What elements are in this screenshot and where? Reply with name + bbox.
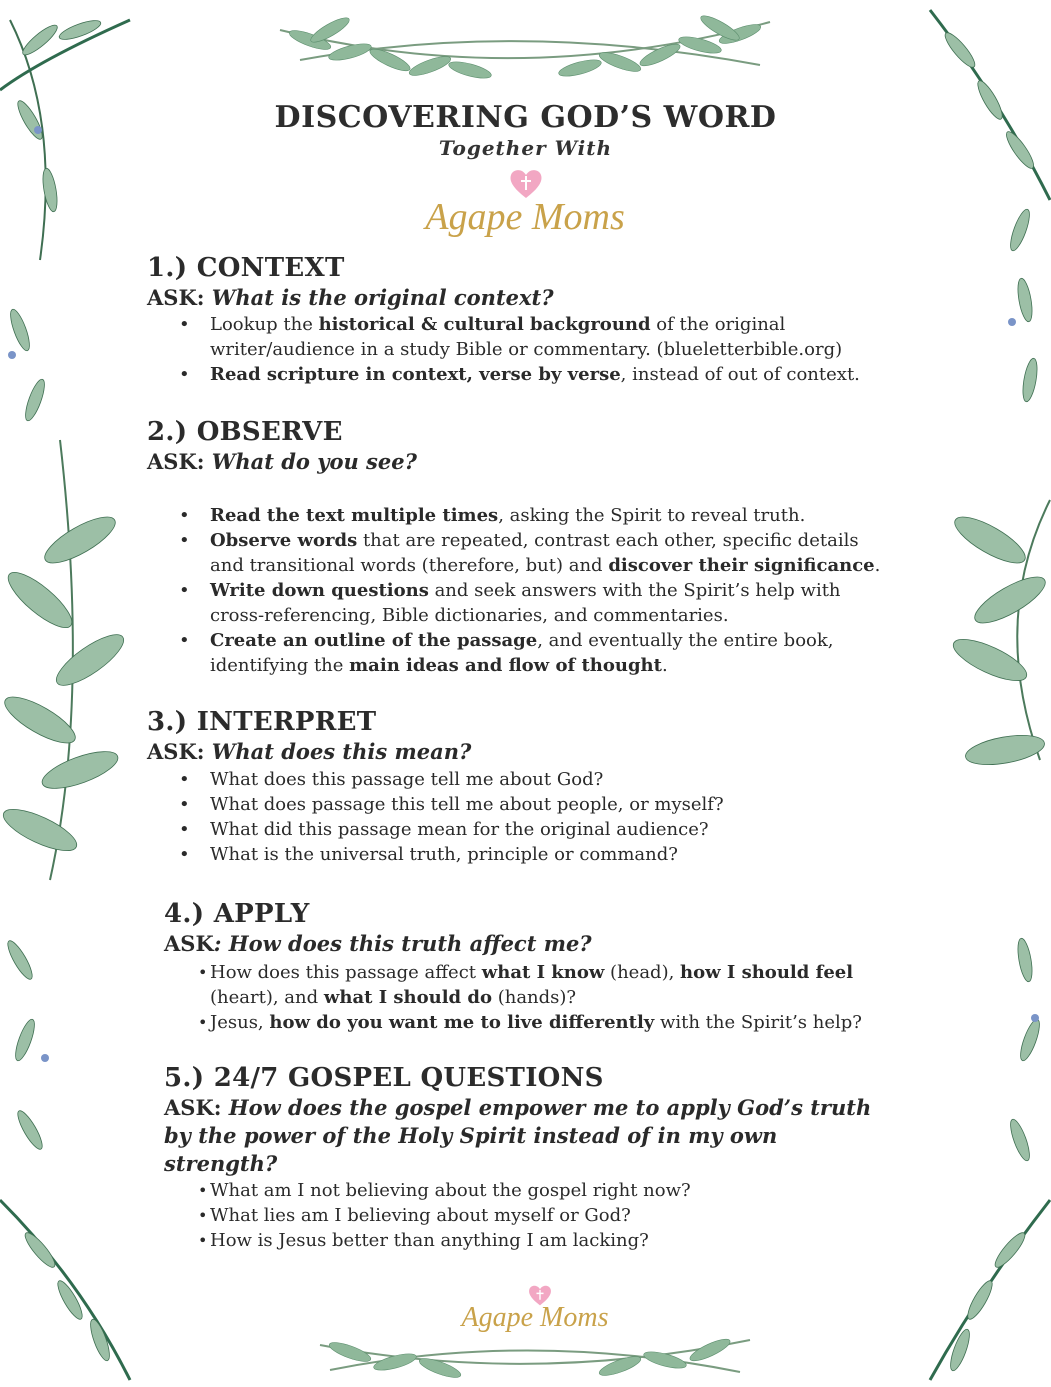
bold-text: Read the text multiple times	[210, 505, 499, 526]
bold-text: Create an outline of the passage	[210, 630, 538, 651]
list-item	[147, 362, 887, 387]
bullet-list	[164, 1178, 884, 1253]
text: , and eventually the entire book, identifying the	[210, 630, 834, 676]
list-item	[147, 792, 887, 817]
section-question	[147, 284, 887, 312]
list-item	[164, 1228, 884, 1253]
bold-text: how do you want me to live differently	[269, 1012, 655, 1033]
text: and seek answers with the Spirit’s help with cross-referencing, Bible dictionaries, and commentaries.	[210, 580, 841, 626]
list-item	[147, 503, 887, 528]
text: , instead of out of context.	[620, 364, 860, 385]
ask-label: ASK:	[164, 1095, 229, 1120]
ask-label: ASK:	[147, 285, 212, 310]
section-interpret	[147, 706, 887, 867]
footer-brand-logo: Agape Moms	[461, 1302, 609, 1333]
list-item	[147, 842, 887, 867]
bold-text: discover their significance	[608, 555, 875, 576]
bullet-list	[147, 312, 887, 387]
list-item	[147, 312, 887, 362]
text: (heart), and	[210, 987, 324, 1008]
text: with the Spirit’s help?	[654, 1012, 862, 1033]
text: that are repeated, contrast each other, specific details and transitional words (therefore, but) and	[210, 530, 859, 576]
section-title: 4.) APPLY	[164, 899, 310, 929]
list-item	[147, 817, 887, 842]
question-text: : How does this truth affect me?	[213, 931, 592, 956]
text: (head),	[604, 962, 681, 983]
text: of the original writer/audience in a study Bible or commentary. (blueletterbible.org)	[210, 314, 843, 360]
list-item	[164, 1203, 884, 1228]
text: Jesus,	[210, 1012, 270, 1033]
question-text: What do you see?	[211, 449, 417, 474]
bullet-list	[147, 767, 887, 867]
question-text: What is the original context?	[211, 285, 554, 310]
text: , asking the Spirit to reveal truth.	[498, 505, 806, 526]
bold-text: Write down questions	[210, 580, 429, 601]
section-context	[147, 252, 887, 387]
text: How is Jesus better than anything I am lacking?	[210, 1230, 649, 1251]
text: Lookup the	[210, 314, 319, 335]
section-question	[164, 930, 884, 958]
list-item	[147, 528, 887, 578]
brand-logo: Agape Moms	[425, 196, 625, 238]
section-question	[147, 448, 887, 476]
list-item	[164, 1010, 884, 1035]
ask-label: ASK	[164, 931, 214, 956]
page-title: DISCOVERING GOD’S WORD	[274, 100, 777, 135]
text: What did this passage mean for the original audience?	[210, 819, 709, 840]
text: .	[874, 555, 881, 576]
text: What does this passage tell me about God?	[210, 769, 604, 790]
question-text: How does the gospel empower me to apply God’s truth by the power of the Holy Spirit instead of in my own strength?	[164, 1095, 872, 1176]
bold-text: how I should feel	[680, 962, 854, 983]
ask-label: ASK:	[147, 449, 212, 474]
bottom-wreath-icon	[320, 1335, 750, 1381]
bold-text: Observe words	[210, 530, 358, 551]
page-subtitle: Together With	[438, 136, 613, 160]
bold-text: historical & cultural background	[318, 314, 651, 335]
text: What does passage this tell me about people, or myself?	[210, 794, 724, 815]
bold-text: what I know	[481, 962, 605, 983]
bold-text: Read scripture in context, verse by verse	[210, 364, 621, 385]
section-title: 2.) OBSERVE	[147, 417, 343, 447]
top-wreath-icon	[280, 12, 770, 82]
section-observe	[147, 416, 887, 678]
section-title: 3.) INTERPRET	[147, 707, 377, 737]
list-item	[164, 960, 884, 1010]
section-apply	[164, 898, 884, 1035]
text: What is the universal truth, principle or command?	[210, 844, 678, 865]
bullet-list	[164, 960, 884, 1035]
list-item	[147, 578, 887, 628]
section-title: 5.) 24/7 GOSPEL QUESTIONS	[164, 1063, 604, 1093]
list-item	[147, 767, 887, 792]
text: (hands)?	[491, 987, 577, 1008]
text: What lies am I believing about myself or God?	[210, 1205, 631, 1226]
list-item	[164, 1178, 884, 1203]
text: .	[661, 655, 668, 676]
question-text: What does this mean?	[211, 739, 472, 764]
text: What am I not believing about the gospel right now?	[210, 1180, 691, 1201]
list-item	[147, 628, 887, 678]
bullet-list	[147, 503, 887, 678]
bold-text: main ideas and flow of thought	[349, 655, 662, 676]
section-gospel-questions	[164, 1062, 884, 1253]
ask-label: ASK:	[147, 739, 212, 764]
left-leaves-icon	[0, 17, 130, 1380]
right-leaves-icon	[930, 10, 1051, 1380]
bold-text: what I should do	[323, 987, 492, 1008]
text: How does this passage affect	[210, 962, 482, 983]
section-title: 1.) CONTEXT	[147, 253, 345, 283]
section-question	[164, 1094, 884, 1178]
section-question	[147, 738, 887, 766]
